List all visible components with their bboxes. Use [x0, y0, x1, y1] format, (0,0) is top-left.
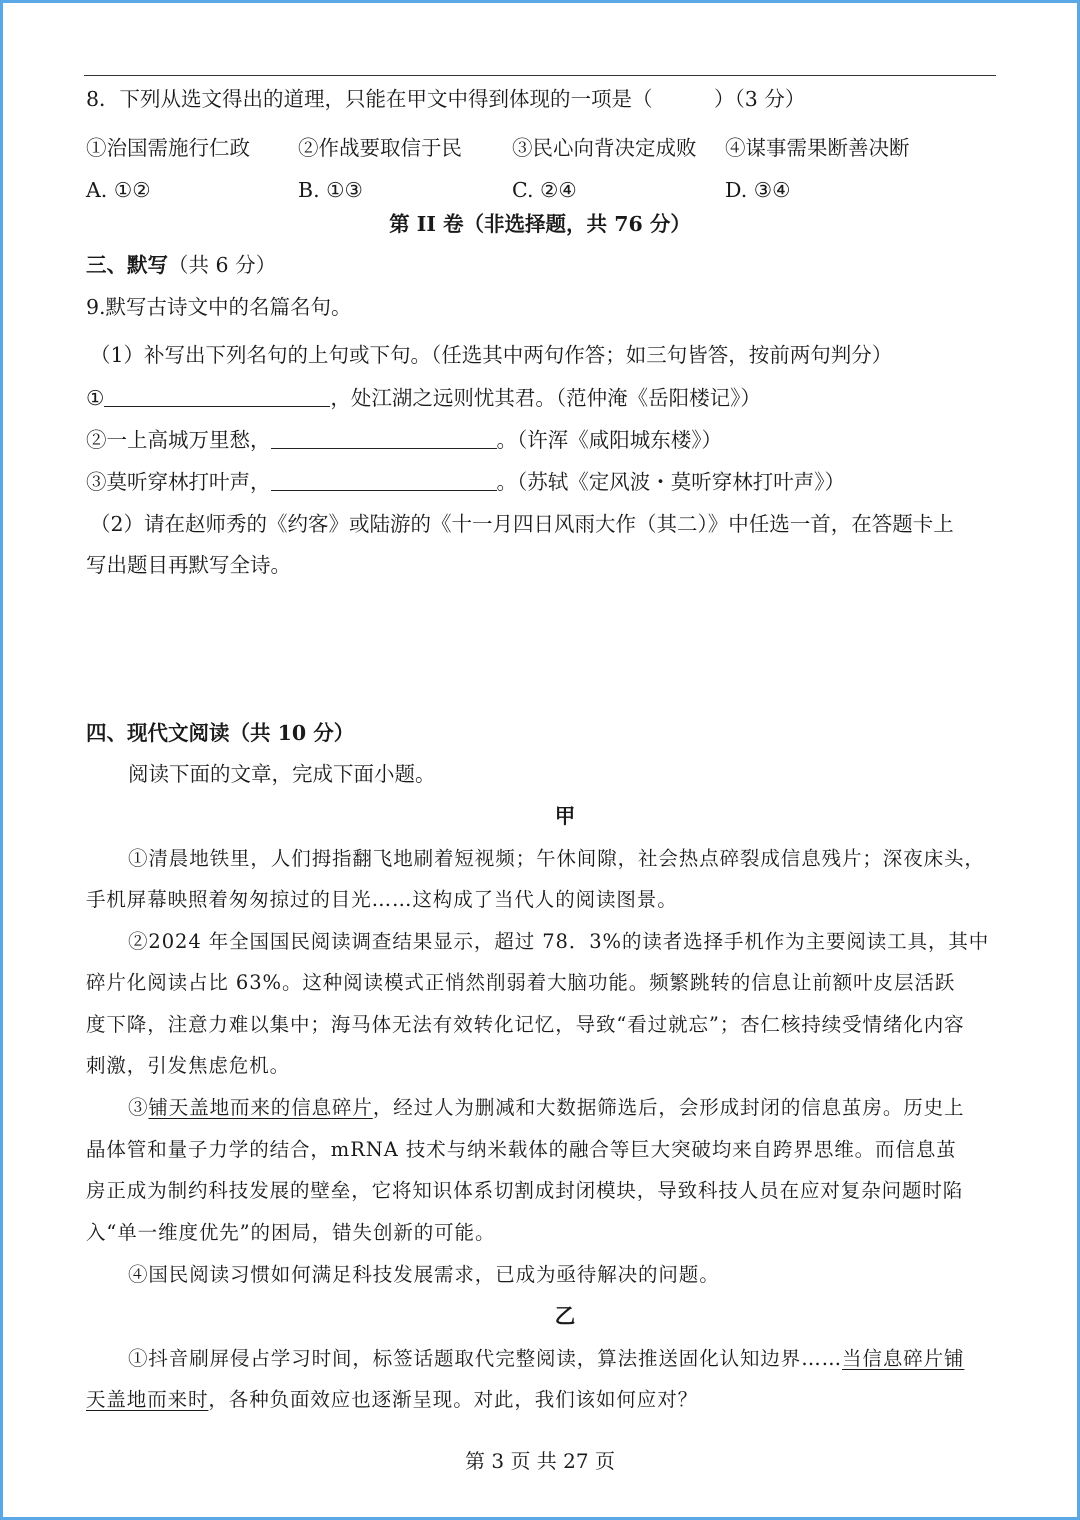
answer-blank-3[interactable]: [271, 470, 497, 491]
jia-p3-line1: [128, 1094, 964, 1122]
jia-p3-line4: 入“单一维度优先”的困局，错失创新的可能。: [86, 1221, 496, 1244]
answer-blank-1[interactable]: [104, 386, 330, 407]
jia-p3-line3: 房正成为制约科技发展的壁垒，它将知识体系切割成封闭模块，导致科技人员在应对复杂问题时陷: [86, 1179, 964, 1202]
q9-blank-line-2: [86, 426, 722, 454]
q8-option-b: B. ①③: [298, 178, 363, 202]
yi-p1-text: ①抖音刷屏侵占学习时间，标签话题取代完整阅读，算法推送固化认知边界……: [128, 1347, 843, 1370]
yi-p1-underlined-start: 当信息碎片铺: [842, 1347, 965, 1370]
section3-heading: [86, 251, 276, 279]
q9-blank-line-3: [86, 468, 845, 496]
q9-part2-line1: （2）请在赵师秀的《约客》或陆游的《十一月四日风雨大作（其二）》中任选一首，在答题卡上: [90, 512, 954, 536]
q8-item-2: ②作战要取信于民: [298, 136, 462, 160]
blank1-suffix: ，处江湖之远则忧其君。（范仲淹《岳阳楼记》）: [330, 386, 761, 410]
p3-underlined-phrase: 铺天盖地而来的信息碎片: [148, 1096, 373, 1119]
page-footer: 第 3 页 共 27 页: [465, 1449, 615, 1473]
blank2-prefix: ②一上高城万里愁，: [86, 428, 271, 452]
passage-jia-label: 甲: [554, 804, 576, 828]
section3-heading-text: 三、默写: [86, 253, 168, 277]
jia-p4: ④国民阅读习惯如何满足科技发展需求，已成为亟待解决的问题。: [128, 1263, 720, 1286]
jia-p3-line2: 晶体管和量子力学的结合，mRNA 技术与纳米载体的融合等巨大突破均来自跨界思维。而信息茧: [86, 1138, 957, 1161]
jia-p2-line2: 碎片化阅读占比 63%。这种阅读模式正悄然削弱着大脑功能。频繁跳转的信息让前额叶皮层活跃: [86, 971, 956, 994]
jia-p2-line4: 刺激，引发焦虑危机。: [86, 1054, 291, 1077]
blank1-prefix: ①: [86, 386, 105, 410]
q9-stem: 9.默写古诗文中的名篇名句。: [86, 295, 352, 319]
q9-blank-line-1: [86, 384, 761, 412]
p3-number: ③: [128, 1096, 149, 1119]
section2-title: 第 II 卷（非选择题，共 76 分）: [389, 212, 691, 236]
jia-p1-line1: ①清晨地铁里，人们拇指翻飞地刷着短视频；午休间隙，社会热点碎裂成信息残片；深夜床头，: [128, 847, 985, 870]
jia-p2-line1: ②2024 年全国国民阅读调查结果显示，超过 78．3%的读者选择手机作为主要阅读工具，其中: [128, 930, 990, 953]
yi-p1-line2: [86, 1386, 698, 1414]
blank3-prefix: ③莫听穿林打叶声，: [86, 470, 271, 494]
answer-blank-2[interactable]: [271, 428, 497, 449]
q8-item-4: ④谋事需果断善决断: [725, 136, 910, 160]
q8-option-c: C. ②④: [512, 178, 577, 202]
q9-part1: （1）补写出下列名句的上句或下句。（任选其中两句作答；如三句皆答，按前两句判分）: [90, 343, 893, 367]
jia-p2-line3: 度下降，注意力难以集中；海马体无法有效转化记忆，导致“看过就忘”；杏仁核持续受情绪化内容: [86, 1013, 965, 1036]
blank2-suffix: 。（许浑《咸阳城东楼》）: [496, 428, 722, 452]
blank3-suffix: 。（苏轼《定风波・莫听穿林打叶声》）: [496, 470, 845, 494]
section4-heading: 四、现代文阅读（共 10 分）: [86, 721, 355, 745]
jia-p1-line2: 手机屏幕映照着匆匆掠过的目光……这构成了当代人的阅读图景。: [86, 888, 678, 911]
top-divider: [84, 75, 996, 76]
q9-part2-line2: 写出题目再默写全诗。: [86, 553, 291, 577]
passage-yi-label: 乙: [554, 1304, 576, 1328]
yi-p1-line1: [128, 1345, 964, 1373]
yi-p1-line2-rest: ，各种负面效应也逐渐呈现。对此，我们该如何应对？: [208, 1388, 699, 1411]
p3-line1-rest: ，经过人为删减和大数据筛选后，会形成封闭的信息茧房。历史上: [372, 1096, 965, 1119]
q8-stem: 8．下列从选文得出的道理，只能在甲文中得到体现的一项是（ ）（3 分）: [86, 87, 806, 111]
q8-item-3: ③民心向背决定成败: [512, 136, 697, 160]
q8-option-a: A. ①②: [86, 178, 151, 202]
yi-p1-underlined-end: 天盖地而来时: [86, 1388, 209, 1411]
section4-instruction: 阅读下面的文章，完成下面小题。: [128, 762, 436, 786]
q8-option-d: D. ③④: [725, 178, 791, 202]
section3-heading-score: （共 6 分）: [168, 253, 277, 277]
q8-item-1: ①治国需施行仁政: [86, 136, 250, 160]
